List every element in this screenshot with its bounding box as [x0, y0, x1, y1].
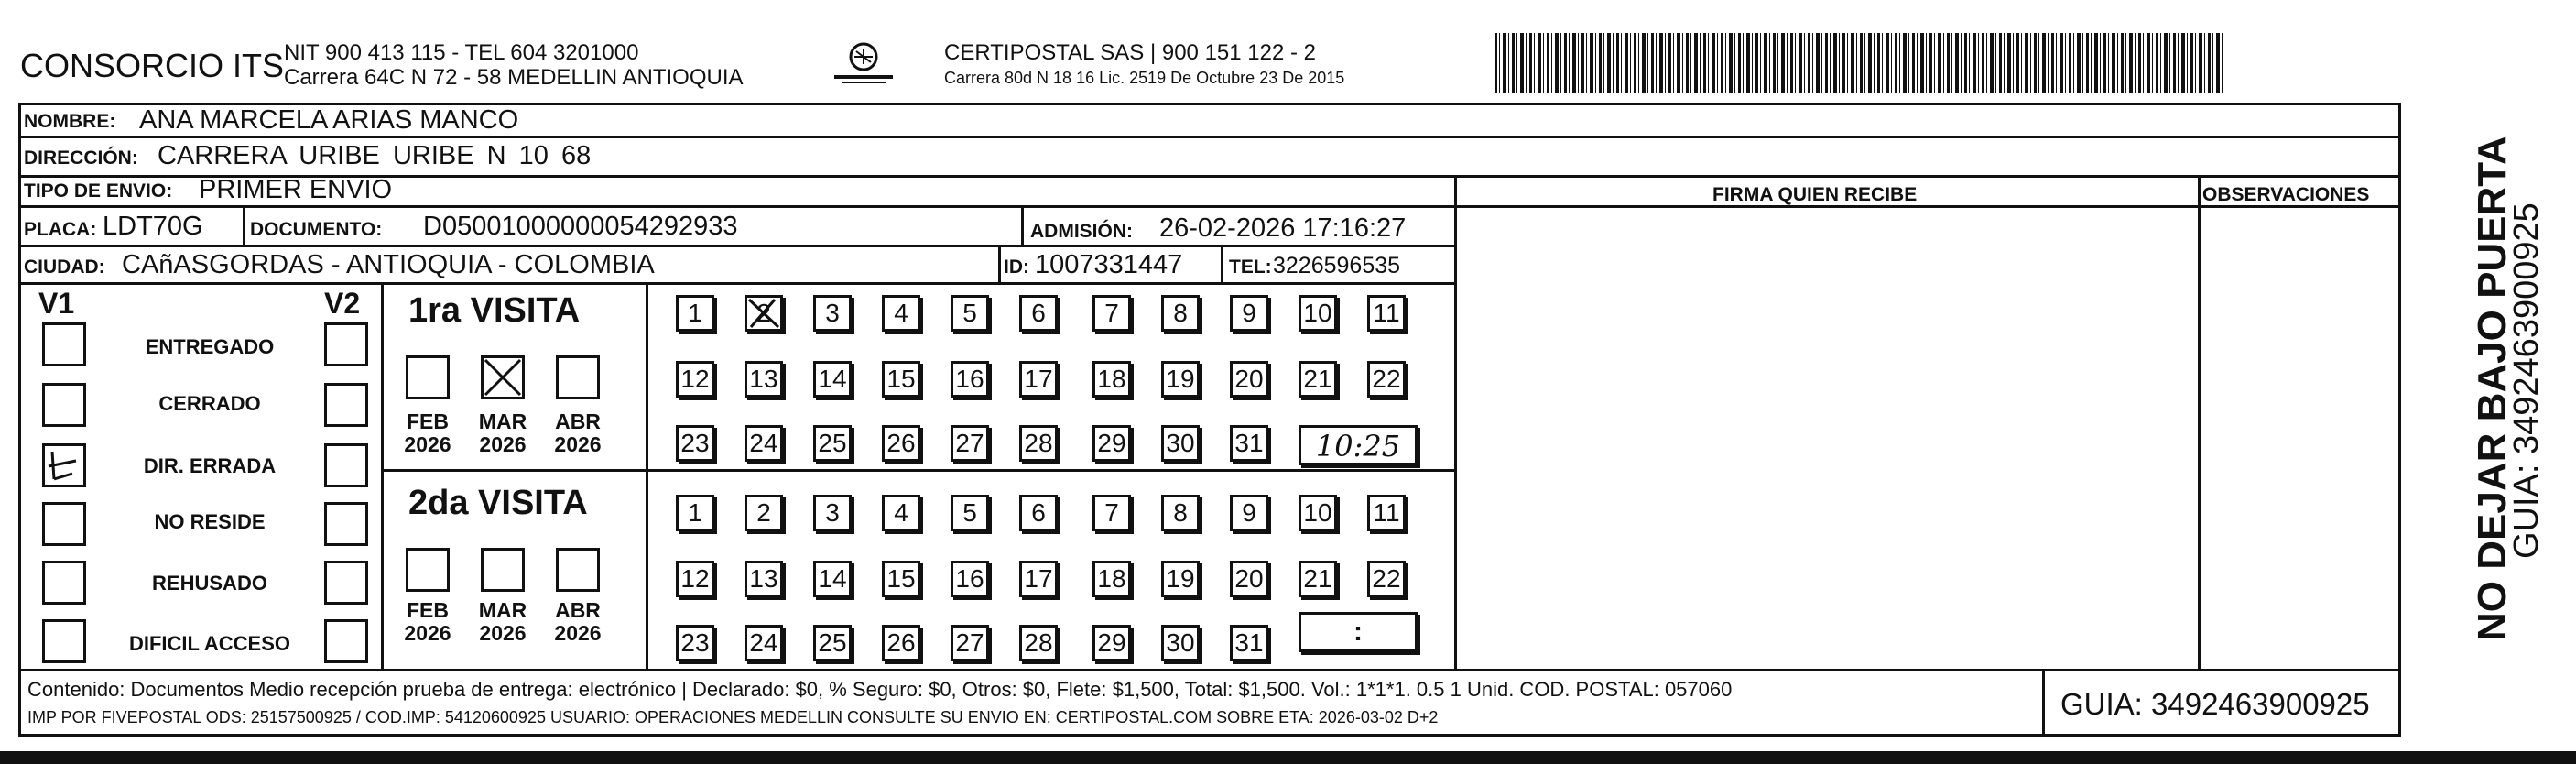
v1-checkbox-entregado[interactable] [42, 322, 86, 366]
observaciones-header: OBSERVACIONES [2202, 184, 2370, 205]
second-visit-time[interactable]: : [1299, 612, 1418, 652]
tipo-envio-label: TIPO DE ENVIO: [24, 180, 173, 202]
second-visit-day-14[interactable]: 14 [813, 561, 852, 597]
footer-content-line: Contenido: Documentos Medio recepción prueba de entrega: electrónico | Declarado: $0, % Seguro: $0, Otros: $0, Flete: $1,500, Total: $1,500. Vol.: 1*1*1. 0.5 1 Unid. COD. POSTAL: 057060 [27, 678, 1733, 701]
v2-checkbox-dificil-acceso[interactable] [324, 619, 368, 663]
second-visit-day-26[interactable]: 26 [882, 625, 920, 661]
second-visit-month-mar[interactable] [481, 548, 525, 592]
second-visit-day-18[interactable]: 18 [1092, 561, 1131, 597]
second-visit-day-29[interactable]: 29 [1092, 625, 1131, 661]
ciudad-value: CAñASGORDAS - ANTIOQUIA - COLOMBIA [122, 250, 655, 279]
section-divider [646, 282, 648, 671]
footer-guia: GUIA: 3492463900925 [2060, 687, 2370, 721]
column-divider [2198, 175, 2201, 671]
second-visit-day-12[interactable]: 12 [676, 561, 714, 597]
first-visit-day-2[interactable]: 2 [745, 295, 783, 332]
first-visit-day-15[interactable]: 15 [882, 361, 920, 398]
first-visit-day-19[interactable]: 19 [1161, 361, 1200, 398]
second-visit-day-31[interactable]: 31 [1230, 625, 1268, 661]
status-dificil-acceso: DIFICIL ACCESO [128, 632, 290, 655]
second-visit-day-28[interactable]: 28 [1019, 625, 1058, 661]
v1-checkbox-cerrado[interactable] [42, 383, 86, 427]
first-visit-day-10[interactable]: 10 [1299, 295, 1337, 332]
first-visit-month-feb[interactable] [406, 355, 450, 399]
second-visit-day-21[interactable]: 21 [1299, 561, 1337, 597]
tel-value: 3226596535 [1273, 253, 1401, 278]
second-visit-day-27[interactable]: 27 [951, 625, 989, 661]
first-visit-day-8[interactable]: 8 [1161, 295, 1200, 332]
row-divider [18, 205, 2401, 208]
status-cerrado: CERRADO [158, 392, 261, 415]
first-visit-month-mar[interactable] [481, 355, 525, 399]
v2-label: V2 [324, 287, 361, 320]
second-visit-title: 2da VISITA [408, 484, 588, 522]
second-visit-day-2[interactable]: 2 [745, 495, 783, 531]
second-visit-day-22[interactable]: 22 [1367, 561, 1406, 597]
placa-value: LDT70G [103, 212, 203, 241]
first-visit-day-13[interactable]: 13 [745, 361, 783, 398]
first-visit-day-23[interactable]: 23 [676, 425, 714, 462]
admision-label: ADMISIÓN: [1030, 221, 1133, 242]
v2-checkbox-rehusado[interactable] [324, 561, 368, 605]
first-visit-day-16[interactable]: 16 [951, 361, 989, 398]
first-visit-day-20[interactable]: 20 [1230, 361, 1268, 398]
first-visit-day-22[interactable]: 22 [1367, 361, 1406, 398]
second-visit-day-5[interactable]: 5 [951, 495, 989, 531]
handwritten-mark-icon [45, 446, 83, 485]
second-visit-day-17[interactable]: 17 [1019, 561, 1058, 597]
company-nit: NIT 900 413 115 - TEL 604 3201000 [284, 40, 639, 65]
tel-label: TEL: [1229, 256, 1272, 278]
second-visit-day-20[interactable]: 20 [1230, 561, 1268, 597]
first-visit-day-11[interactable]: 11 [1367, 295, 1406, 332]
cell-divider [1221, 245, 1223, 284]
second-visit-day-11[interactable]: 11 [1367, 495, 1406, 531]
documento-label: DOCUMENTO: [250, 219, 383, 240]
footer-divider [2042, 669, 2045, 737]
v1-checkbox-no-reside[interactable] [42, 502, 86, 546]
documento-value: D05001000000054292933 [423, 212, 738, 241]
second-visit-day-8[interactable]: 8 [1161, 495, 1200, 531]
second-visit-month-label: MAR 2026 [478, 598, 527, 646]
first-visit-day-31[interactable]: 31 [1230, 425, 1268, 462]
section-divider [381, 282, 384, 671]
first-visit-day-21[interactable]: 21 [1299, 361, 1337, 398]
second-visit-month-label: FEB 2026 [404, 598, 451, 646]
barcode [1495, 33, 2223, 93]
second-visit-day-25[interactable]: 25 [813, 625, 852, 661]
first-visit-day-7[interactable]: 7 [1092, 295, 1131, 332]
first-visit-time[interactable]: 10:25 [1299, 425, 1418, 465]
ciudad-label: CIUDAD: [24, 256, 105, 278]
status-dir-errada: DIR. ERRADA [143, 454, 277, 477]
second-visit-day-15[interactable]: 15 [882, 561, 920, 597]
page-bottom-edge [0, 751, 2576, 764]
cell-divider [1021, 205, 1024, 246]
direccion-label: DIRECCIÓN: [24, 147, 138, 169]
direccion-value: CARRERA URIBE URIBE N 10 68 [158, 141, 592, 170]
first-visit-day-3[interactable]: 3 [813, 295, 852, 332]
nombre-label: NOMBRE: [24, 111, 116, 132]
second-visit-day-24[interactable]: 24 [745, 625, 783, 661]
first-visit-day-17[interactable]: 17 [1019, 361, 1058, 398]
placa-label: PLACA: [24, 219, 97, 240]
first-visit-day-30[interactable]: 30 [1161, 425, 1200, 462]
v2-checkbox-no-reside[interactable] [324, 502, 368, 546]
v1-label: V1 [38, 287, 75, 320]
side-guia: GUIA: 3492463900925 [2507, 202, 2546, 559]
first-visit-title: 1ra VISITA [408, 291, 581, 330]
v1-checkbox-dir-errada[interactable] [42, 443, 86, 487]
status-no-reside: NO RESIDE [154, 510, 266, 533]
second-visit-day-23[interactable]: 23 [676, 625, 714, 661]
first-visit-day-18[interactable]: 18 [1092, 361, 1131, 398]
v2-checkbox-entregado[interactable] [324, 322, 368, 366]
second-visit-day-4[interactable]: 4 [882, 495, 920, 531]
company-address: Carrera 64C N 72 - 58 MEDELLIN ANTIOQUIA [284, 65, 744, 90]
status-entregado: ENTREGADO [145, 335, 275, 358]
second-visit-month-feb[interactable] [406, 548, 450, 592]
carrier-name: CERTIPOSTAL SAS | 900 151 122 - 2 [944, 40, 1316, 65]
first-visit-day-14[interactable]: 14 [813, 361, 852, 398]
second-visit-day-19[interactable]: 19 [1161, 561, 1200, 597]
side-warning: NO DEJAR BAJO PUERTA [2470, 136, 2515, 641]
second-visit-day-6[interactable]: 6 [1019, 495, 1058, 531]
cell-divider [243, 205, 245, 246]
first-visit-day-5[interactable]: 5 [951, 295, 989, 332]
v1-checkbox-rehusado[interactable] [42, 561, 86, 605]
id-label: ID: [1004, 256, 1029, 278]
second-visit-month-abr[interactable] [556, 548, 600, 592]
column-divider [1454, 175, 1457, 671]
first-visit-day-12[interactable]: 12 [676, 361, 714, 398]
first-visit-day-25[interactable]: 25 [813, 425, 852, 462]
row-divider [18, 136, 2401, 138]
row-divider [18, 282, 1456, 285]
certipostal-logo [829, 40, 898, 88]
first-visit-month-label: FEB 2026 [404, 409, 451, 457]
cell-divider [998, 245, 1001, 284]
second-visit-day-1[interactable]: 1 [676, 495, 714, 531]
v1-checkbox-dificil-acceso[interactable] [42, 619, 86, 663]
first-visit-month-abr[interactable] [556, 355, 600, 399]
second-visit-day-30[interactable]: 30 [1161, 625, 1200, 661]
second-visit-day-13[interactable]: 13 [745, 561, 783, 597]
second-visit-month-label: ABR 2026 [554, 598, 602, 646]
nombre-value: ANA MARCELA ARIAS MANCO [139, 105, 519, 135]
status-rehusado: REHUSADO [152, 572, 267, 595]
carrier-address: Carrera 80d N 18 16 Lic. 2519 De Octubre 23 De 2015 [944, 69, 1345, 87]
first-visit-month-label: ABR 2026 [554, 409, 602, 457]
first-visit-day-24[interactable]: 24 [745, 425, 783, 462]
v2-checkbox-cerrado[interactable] [324, 383, 368, 427]
second-visit-day-16[interactable]: 16 [951, 561, 989, 597]
first-visit-month-label: MAR 2026 [478, 409, 527, 457]
first-visit-day-6[interactable]: 6 [1019, 295, 1058, 332]
first-visit-day-27[interactable]: 27 [951, 425, 989, 462]
footer-imp-line: IMP POR FIVEPOSTAL ODS: 25157500925 / COD.IMP: 54120600925 USUARIO: OPERACIONES MEDELLIN CONSULTE SU ENVIO EN: CERTIPOSTAL.COM SOBRE ETA: 2026-03-02 D+2 [27, 708, 1439, 726]
tipo-envio-value: PRIMER ENVIO [199, 175, 393, 204]
second-visit-day-9[interactable]: 9 [1230, 495, 1268, 531]
first-visit-day-26[interactable]: 26 [882, 425, 920, 462]
section-divider [381, 469, 1456, 472]
admision-value: 26-02-2026 17:16:27 [1159, 213, 1407, 243]
x-mark-icon [484, 358, 522, 397]
second-visit-day-7[interactable]: 7 [1092, 495, 1131, 531]
first-visit-day-1[interactable]: 1 [676, 295, 714, 332]
v2-checkbox-dir-errada[interactable] [324, 443, 368, 487]
first-visit-day-9[interactable]: 9 [1230, 295, 1268, 332]
row-divider [18, 245, 1456, 247]
firma-header: FIRMA QUIEN RECIBE [1712, 184, 1918, 205]
first-visit-day-29[interactable]: 29 [1092, 425, 1131, 462]
id-value: 1007331447 [1035, 250, 1183, 279]
first-visit-day-4[interactable]: 4 [882, 295, 920, 332]
second-visit-day-10[interactable]: 10 [1299, 495, 1337, 531]
first-visit-day-28[interactable]: 28 [1019, 425, 1058, 462]
second-visit-day-3[interactable]: 3 [813, 495, 852, 531]
company-name: CONSORCIO ITS [20, 47, 285, 84]
